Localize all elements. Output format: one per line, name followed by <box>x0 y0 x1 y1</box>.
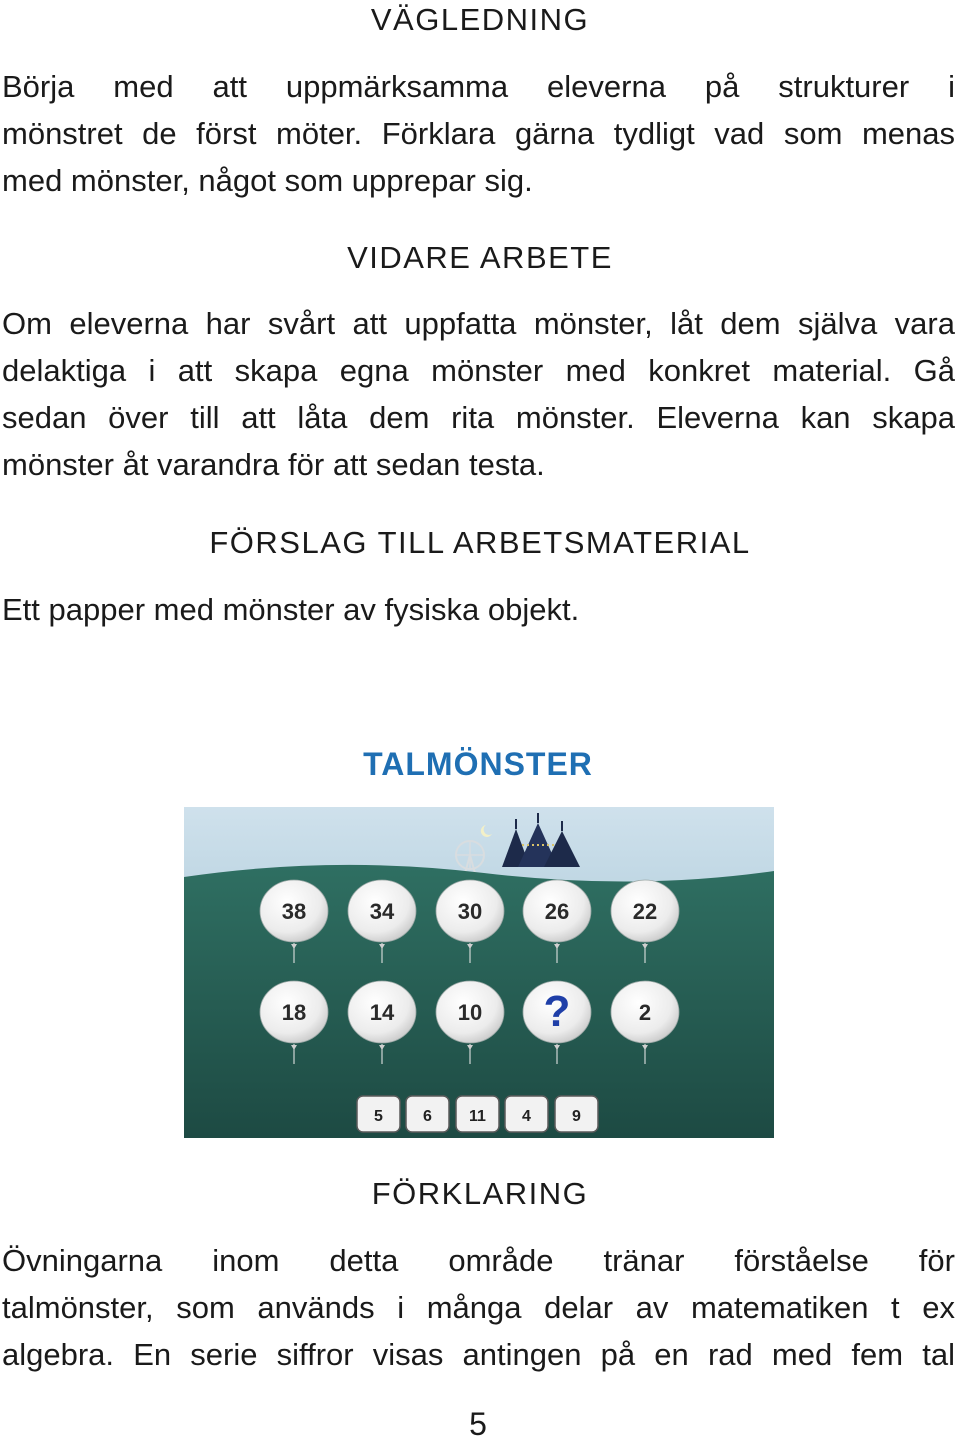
answer-tile[interactable] <box>357 1096 400 1132</box>
balloon-number: 22 <box>632 899 658 924</box>
text-line: delaktiga i att skapa egna mönster med konkret material. Gå <box>2 353 955 388</box>
text-line: sedan över till att låta dem rita mönster. Eleverna kan skapa <box>2 400 955 435</box>
answer-tile-label: 9 <box>572 1108 581 1125</box>
balloon-number: 38 <box>281 899 307 924</box>
balloon-number: 30 <box>457 899 483 924</box>
paragraph-forslag <box>2 586 955 633</box>
text-line: Om eleverna har svårt att uppfatta mönster, låt dem själva vara <box>2 306 955 341</box>
balloon-number: 18 <box>281 1000 307 1025</box>
balloon-number: 26 <box>544 899 570 924</box>
heading-talmonster: TALMÖNSTER <box>363 746 593 782</box>
number-pattern-game <box>184 807 774 1138</box>
game-scene <box>184 807 774 1138</box>
answer-options <box>357 1096 598 1132</box>
answer-tile-label: 5 <box>374 1108 383 1125</box>
page-number: 5 <box>469 1406 487 1442</box>
text-line: mönster åt varandra för att sedan testa. <box>2 447 545 482</box>
text-line: mönstret de först möter. Förklara gärna tydligt vad som menas <box>2 116 955 151</box>
answer-tile-label: 6 <box>423 1108 432 1125</box>
answer-tile[interactable] <box>456 1096 499 1132</box>
text-line: med mönster, något som upprepar sig. <box>2 163 533 198</box>
text-line: Övningarna inom detta område tränar förståelse för <box>2 1243 955 1278</box>
answer-tile[interactable] <box>406 1096 449 1132</box>
paragraph-forklaring <box>2 1237 955 1378</box>
text-line: algebra. En serie siffror visas antingen på en rad med fem tal <box>2 1337 955 1372</box>
heading-vagledning: VÄGLEDNING <box>370 2 590 37</box>
paragraph-vidare-arbete <box>2 300 955 488</box>
answer-tile[interactable] <box>505 1096 548 1132</box>
text-line: Ett papper med mönster av fysiska objekt. <box>2 592 580 627</box>
answer-tile-label: 11 <box>469 1108 486 1125</box>
missing-number-question: ? <box>543 987 571 1036</box>
heading-forslag: FÖRSLAG TILL ARBETSMATERIAL <box>209 525 751 560</box>
balloon-number: 2 <box>638 1000 652 1025</box>
heading-vidare-arbete: VIDARE ARBETE <box>347 240 613 275</box>
balloon-number: 34 <box>369 899 395 924</box>
heading-forklaring: FÖRKLARING <box>371 1176 589 1211</box>
text-line: talmönster, som används i många delar av matematiken t ex <box>2 1290 955 1325</box>
answer-tile[interactable] <box>555 1096 598 1132</box>
paragraph-vagledning <box>2 63 955 204</box>
answer-tile-label: 4 <box>522 1108 531 1125</box>
text-line: Börja med att uppmärksamma eleverna på strukturer i <box>2 69 955 104</box>
balloon-number: 14 <box>369 1000 395 1025</box>
balloon-number: 10 <box>457 1000 483 1025</box>
